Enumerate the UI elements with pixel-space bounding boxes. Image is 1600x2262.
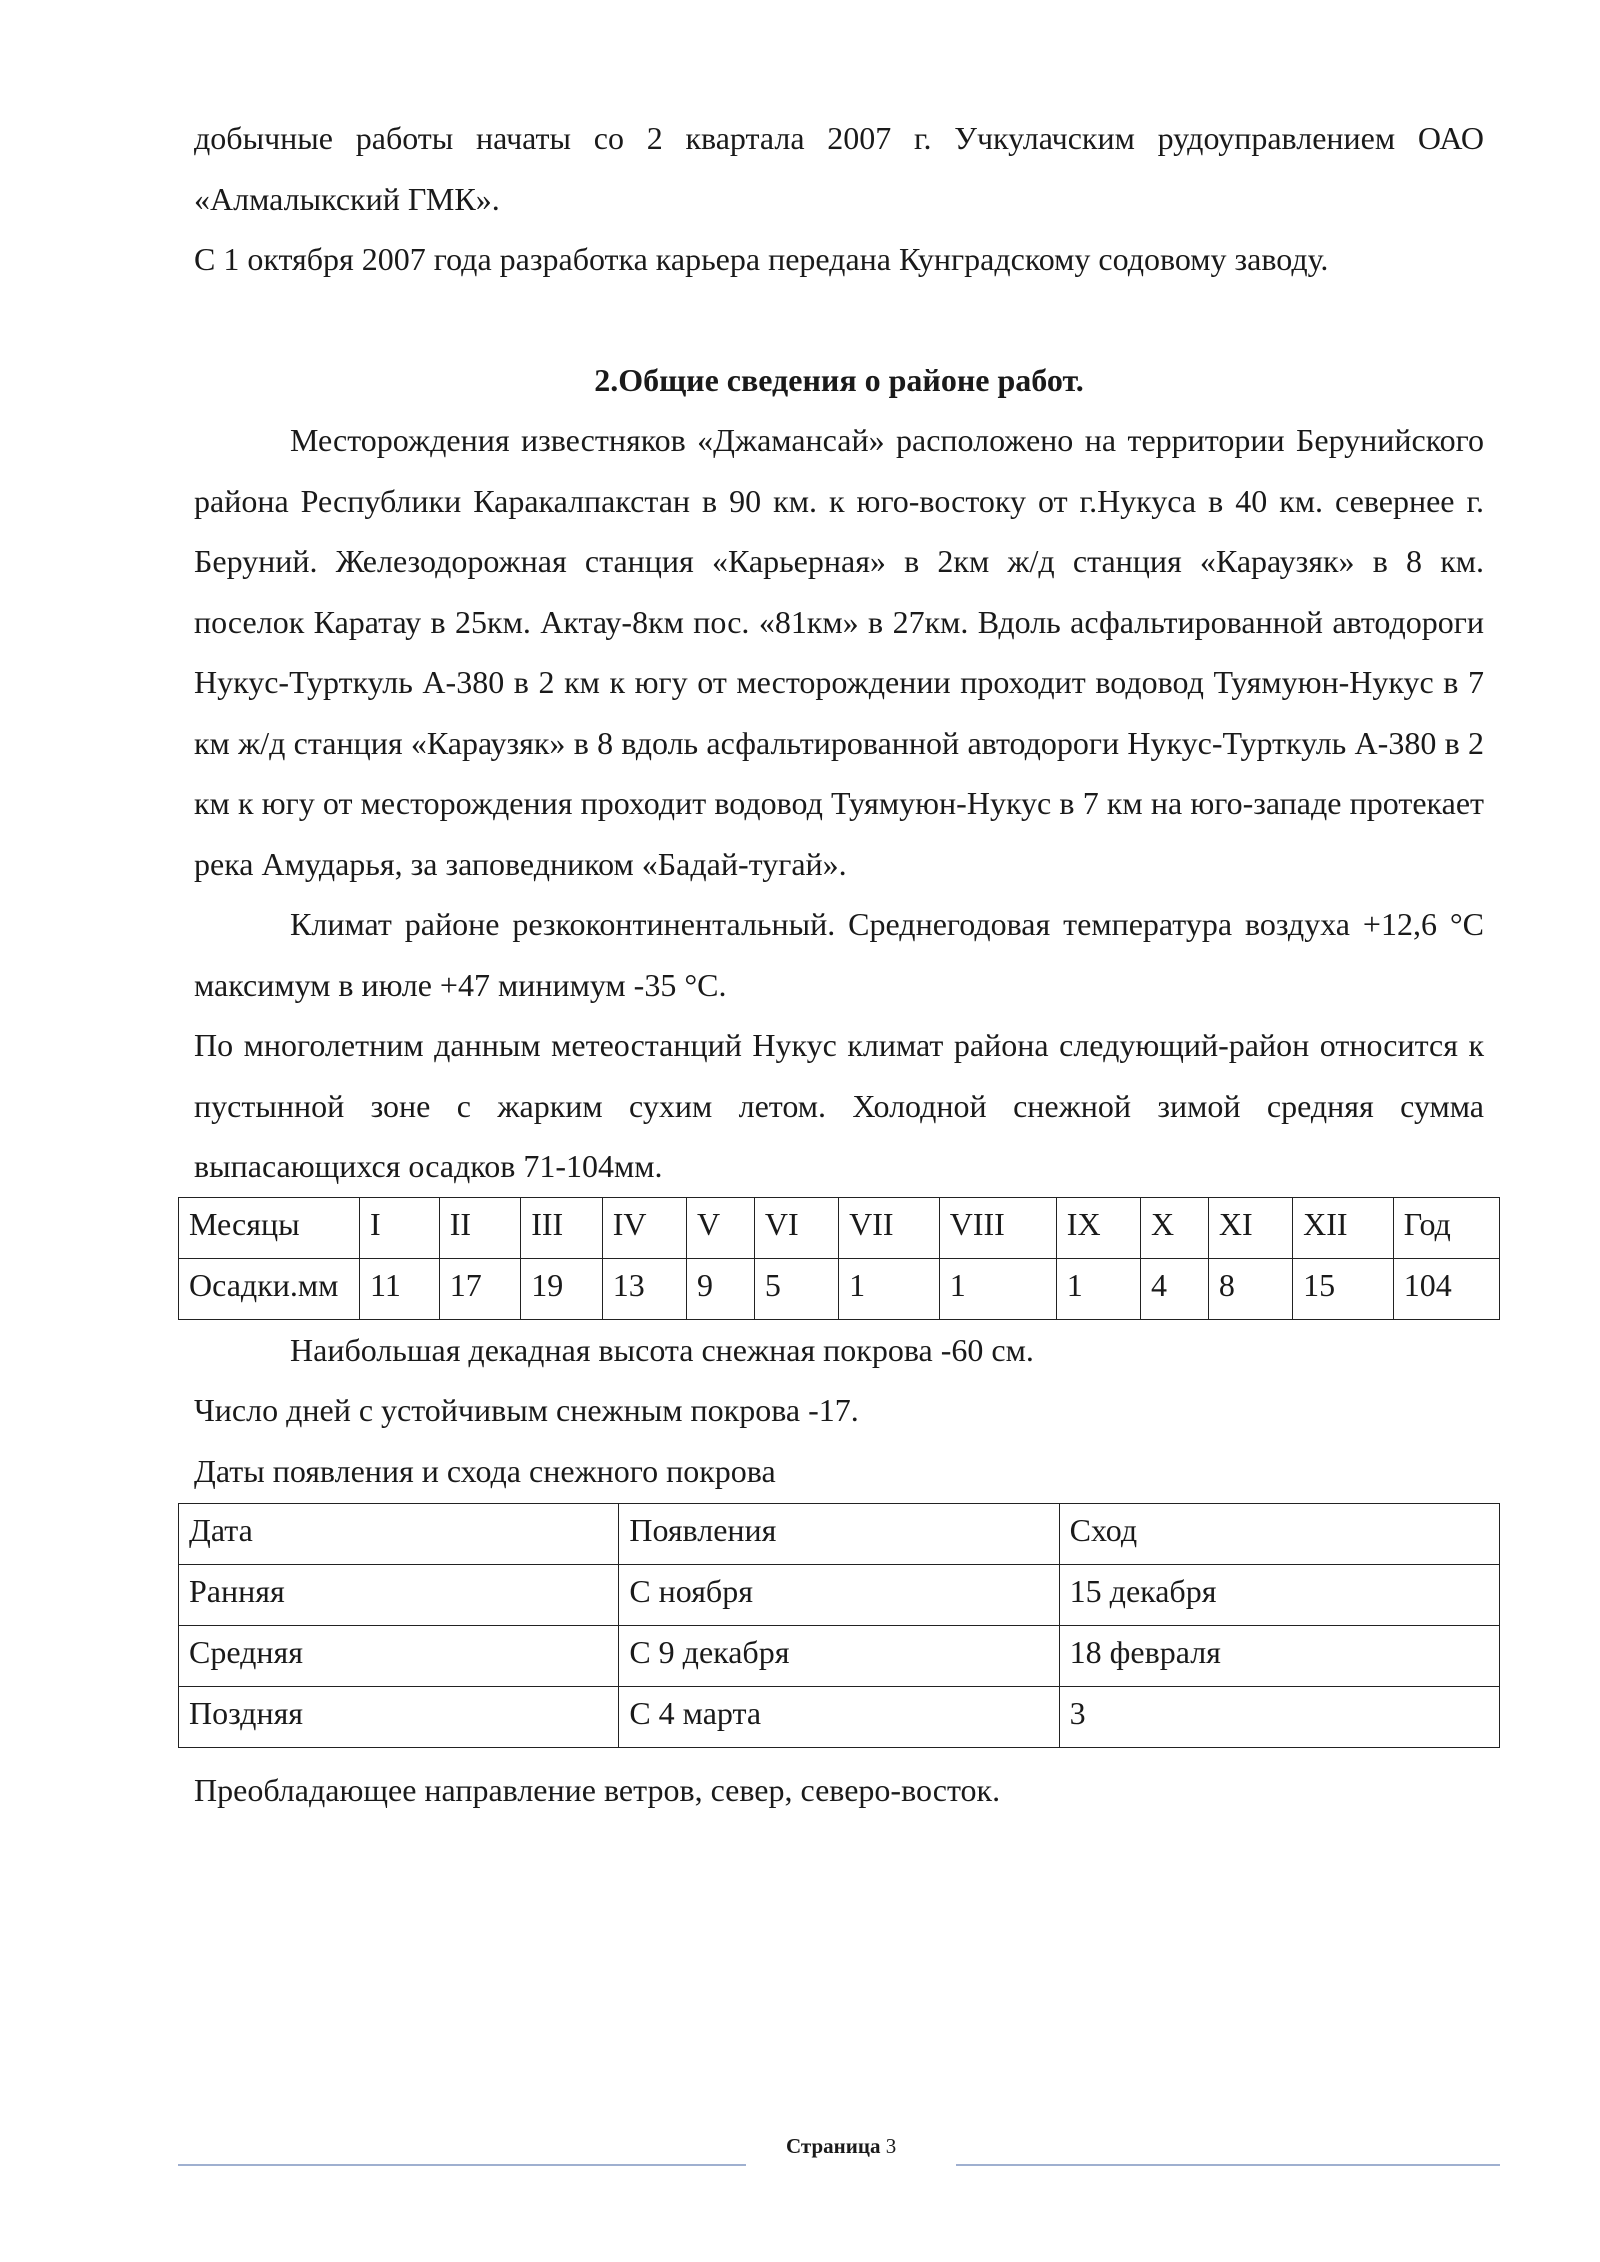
- table-cell: 9: [687, 1258, 755, 1319]
- intro-paragraph-1: добычные работы начаты со 2 квартала 2007 г. Учкулачским рудоуправлением ОАО «Алмалыкский ГМК».: [194, 120, 1484, 217]
- table-cell: 5: [754, 1258, 838, 1319]
- page-footer: [0, 2132, 1600, 2172]
- table-cell: III: [521, 1197, 603, 1258]
- table-cell: XI: [1208, 1197, 1292, 1258]
- page-number-value: 3: [885, 2134, 897, 2158]
- table-row: [179, 1626, 1500, 1687]
- intro-paragraph-2: С 1 октября 2007 года разработка карьера передана Кунградскому содовому заводу.: [194, 241, 1329, 277]
- table-cell: II: [439, 1197, 521, 1258]
- table-cell: Поздняя: [179, 1687, 619, 1748]
- table-cell: 1: [839, 1258, 940, 1319]
- table-cell: I: [360, 1197, 440, 1258]
- wind-paragraph: Преобладающее направление ветров, север, северо-восток.: [194, 1772, 1001, 1808]
- table-cell: 11: [360, 1258, 440, 1319]
- table-cell: 8: [1208, 1258, 1292, 1319]
- table-cell: 18 февраля: [1059, 1626, 1499, 1687]
- table-cell: С ноября: [619, 1565, 1059, 1626]
- snow-dates-caption: Даты появления и схода снежного покрова: [194, 1452, 776, 1489]
- section-heading: 2.Общие сведения о районе работ.: [594, 361, 1084, 398]
- table-cell: Год: [1393, 1197, 1499, 1258]
- table-cell: 4: [1141, 1258, 1209, 1319]
- page-label: Страница: [786, 2134, 881, 2158]
- table-cell: VI: [754, 1197, 838, 1258]
- table-cell: Ранняя: [179, 1565, 619, 1626]
- footer-divider-left: [178, 2164, 746, 2166]
- table-cell: IX: [1056, 1197, 1140, 1258]
- table-cell: Месяцы: [179, 1197, 360, 1258]
- table-cell: 1: [1056, 1258, 1140, 1319]
- table-cell: С 9 декабря: [619, 1626, 1059, 1687]
- snow-dates-table: [178, 1503, 1500, 1748]
- table-cell: 15 декабря: [1059, 1565, 1499, 1626]
- snow-max-paragraph: Наибольшая декадная высота снежная покрова -60 см.: [290, 1331, 1034, 1368]
- precipitation-value-row: [179, 1258, 1500, 1319]
- precipitation-header-row: [179, 1197, 1500, 1258]
- snow-header-row: [179, 1504, 1500, 1565]
- table-cell: 17: [439, 1258, 521, 1319]
- table-cell: Осадки.мм: [179, 1258, 360, 1319]
- table-cell: V: [687, 1197, 755, 1258]
- table-cell: Появления: [619, 1504, 1059, 1565]
- table-cell: 19: [521, 1258, 603, 1319]
- climate-paragraph: Климат районе резкоконтинентальный. Среднегодовая температура воздуха +12,6 °C максимум в июле +47 минимум -35 °C.: [194, 906, 1484, 1003]
- table-cell: VIII: [939, 1197, 1056, 1258]
- spacer: [194, 290, 1484, 350]
- table-cell: 13: [602, 1258, 686, 1319]
- table-cell: Сход: [1059, 1504, 1499, 1565]
- meteo-paragraph: По многолетним данным метеостанций Нукус климат района следующий-район относится к пустынной зоне с жарким сухим летом. Холодной снежной зимой средняя сумма выпасающихся осадков 71-104мм.: [194, 1027, 1484, 1184]
- table-cell: Средняя: [179, 1626, 619, 1687]
- table-row: [179, 1687, 1500, 1748]
- location-paragraph: Месторождения известняков «Джамансай» расположено на территории Берунийского района Республики Каракалпакстан в 90 км. к юго-востоку от г.Нукуса в 40 км. севернее г. Беруний. Железодорожная станция «Карьерная» в 2км ж/д станция «Караузяк» в 8 км. поселок Каратау в 25км. Актау-8км пос. «81км» в 27км. Вдоль асфальтированной автодороги Нукус-Турткуль А-380 в 2 км к югу от месторождении проходит водовод Туямуюн-Нукус в 7 км ж/д станция «Караузяк» в 8 вдоль асфальтированной автодороги Нукус-Турткуль А-380 в 2 км к югу от месторождения проходит водовод Туямуюн-Нукус в 7 км на юго-западе протекает река Амударья, за заповедником «Бадай-тугай».: [194, 422, 1484, 882]
- table-cell: С 4 марта: [619, 1687, 1059, 1748]
- table-cell: 15: [1293, 1258, 1394, 1319]
- table-cell: 3: [1059, 1687, 1499, 1748]
- footer-divider-right: [956, 2164, 1500, 2166]
- table-cell: IV: [602, 1197, 686, 1258]
- table-cell: VII: [839, 1197, 940, 1258]
- page-number: [786, 2134, 896, 2159]
- table-cell: 1: [939, 1258, 1056, 1319]
- table-cell: X: [1141, 1197, 1209, 1258]
- precipitation-table: [178, 1197, 1500, 1320]
- snow-days-paragraph: Число дней с устойчивым снежным покрова -17.: [194, 1392, 859, 1428]
- page-content: [189, 108, 1484, 1821]
- table-row: [179, 1565, 1500, 1626]
- table-cell: Дата: [179, 1504, 619, 1565]
- table-cell: 104: [1393, 1258, 1499, 1319]
- table-cell: XII: [1293, 1197, 1394, 1258]
